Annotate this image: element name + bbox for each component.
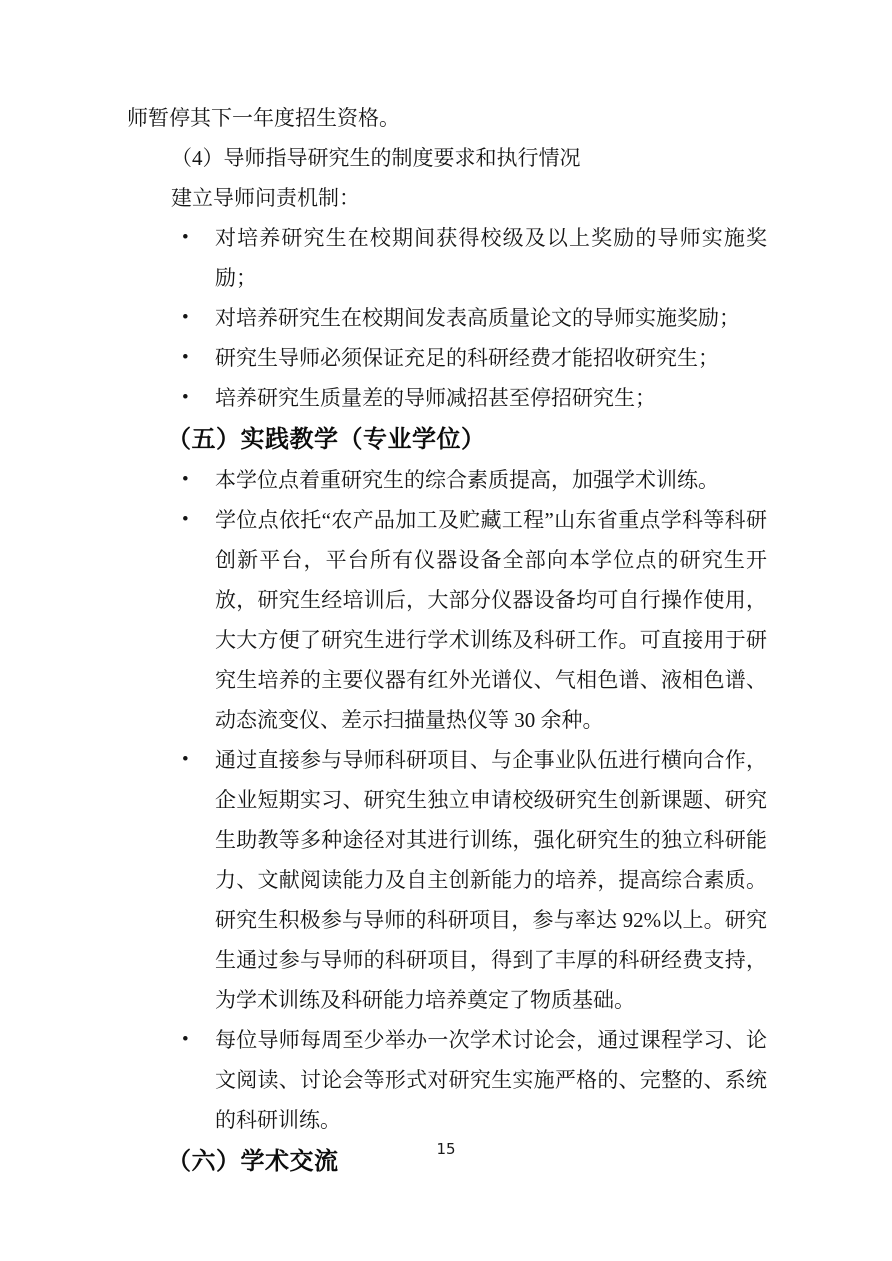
- bullet-text: 培养研究生质量差的导师减招甚至停招研究生；: [215, 386, 656, 410]
- bullet-item: [127, 1020, 767, 1140]
- paragraph-mechanism-intro: 建立导师问责机制：: [171, 186, 360, 210]
- bullet-icon: •: [182, 307, 189, 328]
- bullet-text: 学位点依托“农产品加工及贮藏工程”山东省重点学科等科研创新平台，平台所有仪器设备全部向本学位点的研究生开放，研究生经培训后，大部分仪器设备均可自行操作使用，大大方便了研究生进行学术训练及科研工作。可直接用于研究生培养的主要仪器有红外光谱仪、气相色谱、液相色谱、动态流变仪、差示扫描量热仪等 30 余种。: [215, 508, 767, 732]
- bullet-icon: •: [182, 227, 189, 248]
- paragraph-item4-heading: （4）导师指导研究生的制度要求和执行情况: [171, 146, 581, 170]
- bullet-text: 对培养研究生在校期间获得校级及以上奖励的导师实施奖励；: [215, 226, 767, 290]
- bullet-item: [127, 338, 767, 378]
- bullet-text: 本学位点着重研究生的综合素质提高，加强学术训练。: [215, 468, 719, 492]
- bullet-text: 通过直接参与导师科研项目、与企事业队伍进行横向合作，企业短期实习、研究生独立申请校级研究生创新课题、研究生助教等多种途径对其进行训练，强化研究生的独立科研能力、文献阅读能力及自主创新能力的培养，提高综合素质。研究生积极参与导师的科研项目，参与率达 92%以上。研究生通过参与导师的科研项目，得到了丰厚的科研经费支持，为学术训练及科研能力培养奠定了物质基础。: [215, 748, 767, 1012]
- section5-heading: （五）实践教学（专业学位）: [167, 425, 486, 453]
- bullet-text: 研究生导师必须保证充足的科研经费才能招收研究生；: [215, 346, 719, 370]
- bullet-icon: •: [182, 509, 189, 530]
- bullet-icon: •: [182, 1029, 189, 1050]
- bullet-icon: •: [182, 469, 189, 490]
- bullet-text: 每位导师每周至少举办一次学术讨论会，通过课程学习、论文阅读、讨论会等形式对研究生实施严格的、完整的、系统的科研训练。: [215, 1028, 767, 1132]
- page-number: 15: [436, 1140, 456, 1158]
- section6-heading: （六）学术交流: [167, 1147, 339, 1175]
- page-content: [127, 98, 767, 1182]
- bullet-item: [127, 460, 767, 500]
- paragraph-continuation: 师暂停其下一年度招生资格。: [127, 106, 400, 130]
- bullet-item: [127, 740, 767, 1020]
- bullet-item: [127, 298, 767, 338]
- bullet-text: 对培养研究生在校期间发表高质量论文的导师实施奖励；: [215, 306, 740, 330]
- bullet-icon: •: [182, 387, 189, 408]
- bullet-icon: •: [182, 347, 189, 368]
- bullet-item: [127, 218, 767, 298]
- bullet-item: [127, 500, 767, 740]
- bullet-icon: •: [182, 749, 189, 770]
- bullet-item: [127, 378, 767, 418]
